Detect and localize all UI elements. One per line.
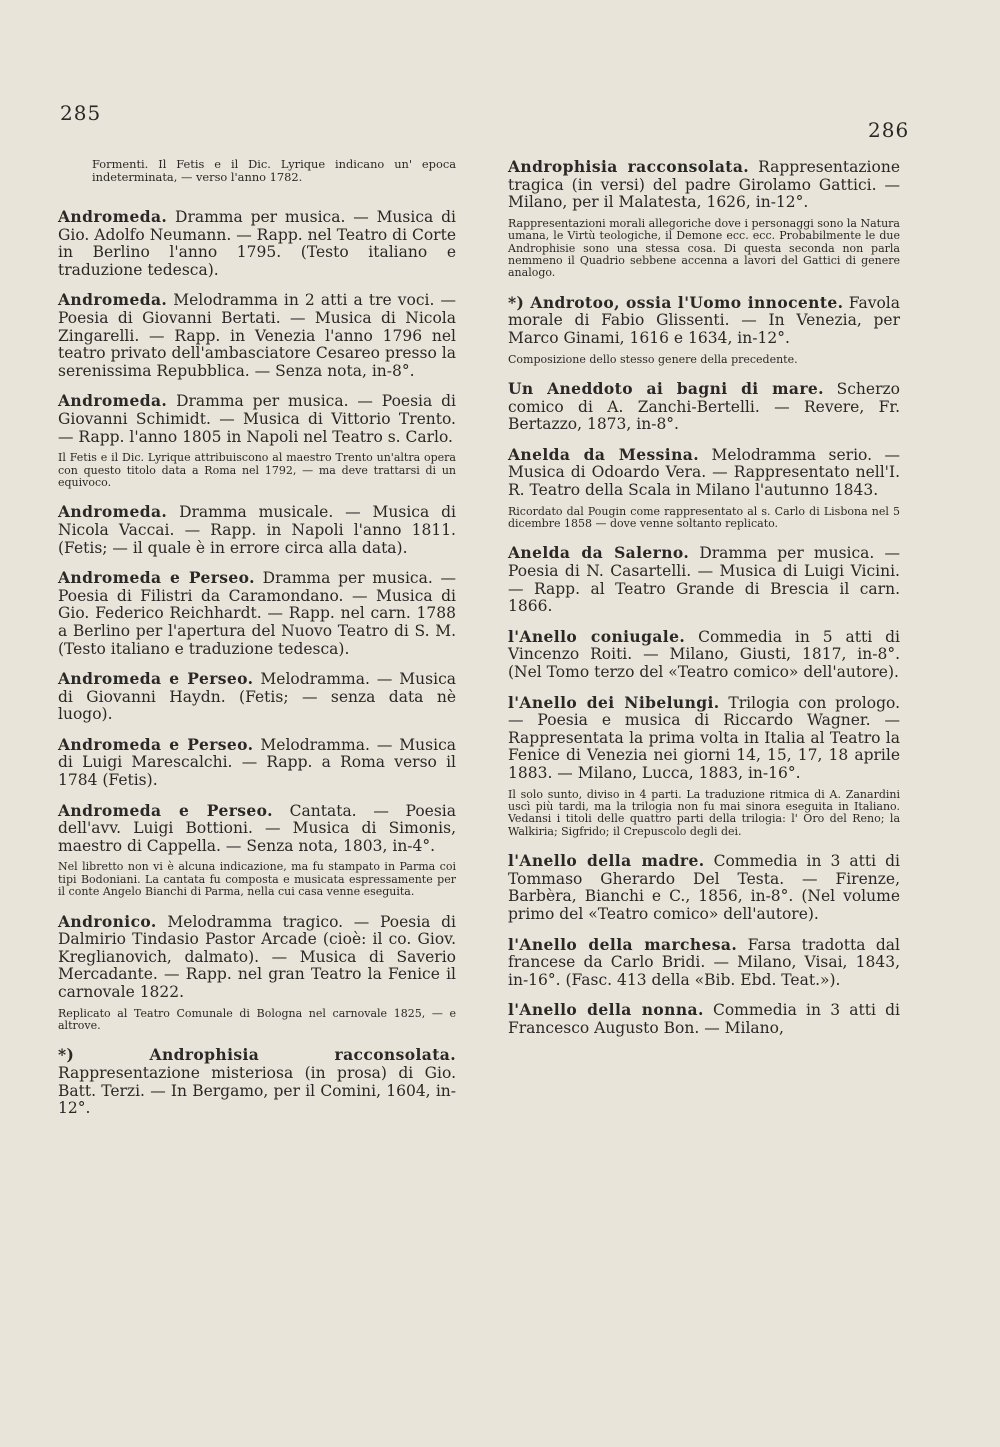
entry-text: Dramma per musica. — Poesia di Giovanni Schimidt. — Musica di Vittorio Trento. — Rapp. l'anno 1805 in Napoli nel Teatro s. Carlo. — [58, 392, 456, 446]
dictionary-entry — [58, 569, 456, 658]
dictionary-entry — [508, 852, 900, 923]
dictionary-entry — [508, 694, 900, 783]
entry-text: Favola morale di Fabio Glissenti. — In Venezia, per Marco Ginami, 1616 e 1634, in-12°. — [508, 293, 900, 347]
right-entry-list — [508, 158, 900, 1037]
entry-text: Scherzo comico di A. Zanchi-Bertelli. — Revere, Fr. Bertazzo, 1873, in-8°. — [508, 380, 900, 434]
entry-text: Cantata. — Poesia dell'avv. Luigi Bottioni. — Musica di Simonis, maestro di Cappella. — Senza nota, 1803, in-4°. — [58, 801, 456, 855]
left-page-number: 285 — [60, 101, 102, 125]
dictionary-entry — [58, 503, 456, 557]
entry-text: Dramma per musica. — Poesia di Filistri da Caramondano. — Musica di Gio. Federico Reichhardt. — Rapp. nel carn. 1788 a Berlino per l'apertura del Nuovo Teatro di S. M. (Testo italiano e traduzione tedesca). — [58, 569, 456, 658]
dictionary-entry — [58, 208, 456, 279]
entry-note: Rappresentazioni morali allegoriche dove i personaggi sono la Natura umana, le Virtù teologiche, il Demone ecc. ecc. Probabilmente le due Androphisie sono una stessa cosa. Di questa seconda non parla nemmeno il Quadrio sebbene accenna a lavori del Gattici di genere analogo. — [508, 216, 900, 280]
dictionary-entry — [58, 670, 456, 724]
entry-headword: l'Anello dei Nibelungi. — [508, 692, 720, 712]
entry-note: Il solo sunto, diviso in 4 parti. La traduzione ritmica di A. Zanardini uscì più tardi, ma la trilogia non fu mai sinora eseguita in Italiano. Vedansi i titoli delle quattro parti della trilogia: l' Oro del Reno; la Walkiria; Sigfrido; il Crepuscolo degli dei. — [508, 787, 900, 838]
entry-text: Rappresentazione tragica (in versi) del padre Girolamo Gattici. — Milano, per il Malatesta, 1626, in-12°. — [508, 158, 900, 212]
entry-headword: l'Anello della marchesa. — [508, 934, 738, 954]
dictionary-entry — [58, 392, 456, 446]
entry-note: Composizione dello stesso genere della precedente. — [508, 352, 798, 366]
entry-headword: Anelda da Messina. — [508, 444, 699, 464]
dictionary-entry — [508, 158, 900, 212]
dictionary-entry — [508, 1001, 900, 1037]
entry-headword: Andromeda e Perseo. — [58, 800, 273, 820]
dictionary-entry — [58, 913, 456, 1002]
entry-headword: Andromeda e Perseo. — [58, 734, 254, 754]
left-entry-list — [58, 208, 456, 1118]
dictionary-entry — [508, 628, 900, 682]
entry-text: Dramma per musica. — Poesia di N. Casartelli. — Musica di Luigi Vicini. — Rapp. al Teatro Grande di Brescia il carn. 1866. — [508, 544, 900, 616]
entry-text: Melodramma in 2 atti a tre voci. — Poesia di Giovanni Bertati. — Musica di Nicola Zingarelli. — Rapp. in Venezia l'anno 1796 nel teatro privato dell'ambasciatore Cesareo presso la serenissima Repubblica. — Senza nota, in-8°. — [58, 291, 456, 380]
dictionary-entry — [508, 380, 900, 434]
entry-headword: Andromeda. — [58, 290, 168, 310]
dictionary-entry — [508, 936, 900, 990]
entry-headword: Un Aneddoto ai bagni di mare. — [508, 379, 824, 398]
entry-headword: l'Anello coniugale. — [508, 626, 686, 646]
entry-text: Commedia in 3 atti di Francesco Augusto Bon. — Milano, — [508, 1001, 900, 1037]
entry-text: Dramma musicale. — Musica di Nicola Vaccai. — Rapp. in Napoli l'anno 1811. (Fetis; — il quale è in errore circa alla data). — [58, 503, 456, 557]
right-column — [508, 158, 900, 1049]
entry-headword: Andromeda e Perseo. — [58, 669, 254, 689]
entry-headword: Andromeda e Perseo. — [58, 568, 255, 588]
entry-note: Nel libretto non vi è alcuna indicazione, ma fu stampato in Parma coi tipi Bodoniani. La cantata fu composta e musicata espressamente per il conte Angelo Bianchi di Parma, nella cui casa venne eseguita. — [58, 860, 456, 899]
entry-text: Melodramma tragico. — Poesia di Dalmirio Tindasio Pastor Arcade (cioè: il co. Giov. Kreglianovich, dalmato). — Musica di Saverio Mercadante. — Rapp. nel gran Teatro la Fenice il carnovale 1822. — [58, 912, 456, 1002]
entry-headword: Andromeda. — [58, 502, 168, 522]
entry-headword: l'Anello della madre. — [508, 851, 705, 871]
entry-text: Rappresentazione misteriosa (in prosa) di Gio. Batt. Terzi. — In Bergamo, per il Comini, 1604, in-12°. — [58, 1064, 456, 1118]
entry-headword: *) Androphisia racconsolata. — [58, 1045, 456, 1065]
entry-headword: l'Anello della nonna. — [508, 1000, 704, 1020]
entry-headword: Andronico. — [58, 911, 157, 931]
entry-note: Replicato al Teatro Comunale di Bologna nel carnovale 1825, — e altrove. — [58, 1006, 456, 1033]
entry-text: Commedia in 5 atti di Vincenzo Roiti. — Milano, Giusti, 1817, in-8°. (Nel Tomo terzo del «Teatro comico» dell'autore). — [508, 627, 900, 681]
entry-note: Ricordato dal Pougin come rappresentato al s. Carlo di Lisbona nel 5 dicembre 1858 — dove venne soltanto replicato. — [508, 504, 900, 530]
dictionary-entry — [58, 802, 456, 856]
entry-headword: Androphisia racconsolata. — [508, 157, 750, 176]
opening-fragment: Formenti. Il Fetis e il Dic. Lyrique indicano un' epoca indeterminata, — verso l'anno 1782. — [92, 157, 456, 184]
entry-text: Melodramma serio. — Musica di Odoardo Vera. — Rappresentato nell'I. R. Teatro della Scala in Milano l'autunno 1843. — [508, 445, 900, 499]
left-column — [58, 158, 456, 1130]
entry-text: Dramma per musica. — Musica di Gio. Adolfo Neumann. — Rapp. nel Teatro di Corte in Berlino l'anno 1795. (Testo italiano e traduzione tedesca). — [58, 208, 456, 279]
dictionary-entry — [58, 1046, 456, 1117]
entry-headword: *) Androtoo, ossia l'Uomo innocente. — [508, 292, 844, 312]
dictionary-entry — [58, 291, 456, 380]
entry-text: Melodramma. — Musica di Giovanni Haydn. (Fetis; — senza data nè luogo). — [58, 670, 456, 724]
entry-headword: Andromeda. — [58, 391, 168, 411]
dictionary-entry — [508, 294, 900, 348]
entry-text: Commedia in 3 atti di Tommaso Gherardo Del Testa. — Firenze, Barbèra, Bianchi e C., 1856, in-8°. (Nel volume primo del «Teatro comico» dell'autore). — [508, 852, 900, 923]
entry-text: Farsa tradotta dal francese da Carlo Bridi. — Milano, Visai, 1843, in-16°. (Fasc. 413 della «Bib. Ebd. Teat.»). — [508, 935, 900, 989]
entry-text: Melodramma. — Musica di Luigi Marescalchi. — Rapp. a Roma verso il 1784 (Fetis). — [58, 735, 456, 790]
dictionary-entry — [508, 446, 900, 500]
right-page-number: 286 — [868, 118, 910, 142]
entry-note: Il Fetis e il Dic. Lyrique attribuiscono al maestro Trento un'altra opera con questo titolo data a Roma nel 1792, — ma deve trattarsi di un equivoco. — [58, 451, 456, 489]
entry-headword: Andromeda. — [58, 207, 168, 226]
dictionary-entry — [508, 544, 900, 615]
entry-headword: Anelda da Salerno. — [508, 543, 690, 563]
entry-text: Trilogia con prologo. — Poesia e musica di Riccardo Wagner. — Rappresentata la prima volta in Italia al Teatro la Fenice di Venezia nei giorni 14, 15, 17, 18 aprile 1883. — Milano, Lucca, 1883, in-16°. — [508, 693, 901, 782]
dictionary-entry — [58, 736, 456, 790]
